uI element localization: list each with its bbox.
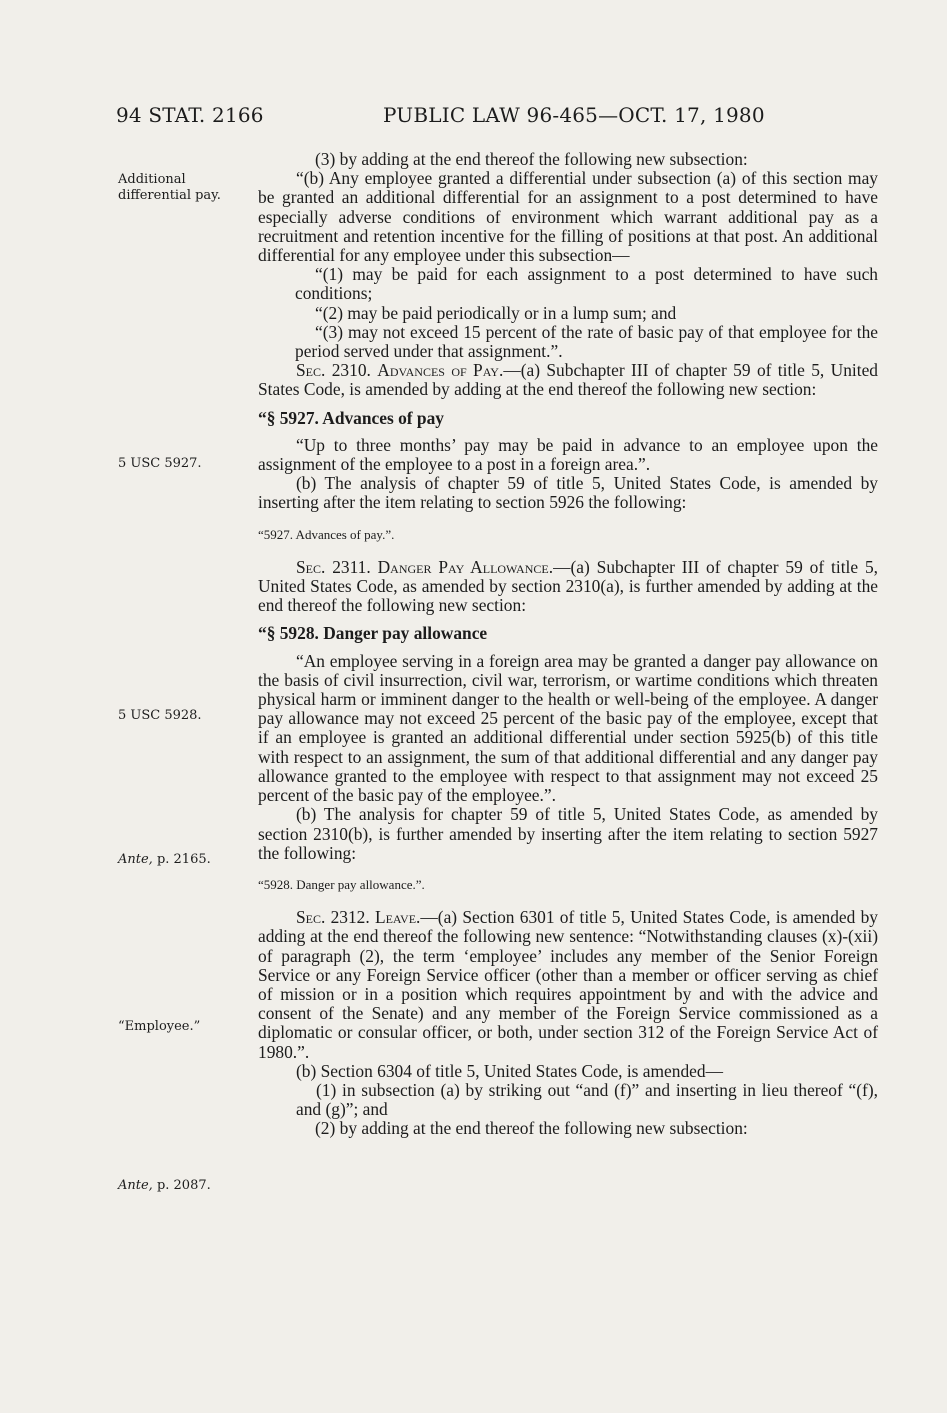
section-2311: Sec. 2311. Danger Pay Allowance.—(a) Subchapter III of chapter 59 of title 5, United States Code, as amended by section 2310(a), is further amended by adding at the end thereof the following new section: (258, 556, 878, 616)
paragraph: “(b) Any employee granted a differential under subsection (a) of this section may be granted an additional differential for an assignment to a post determined to have especially adverse conditions of environment which warrant additional pay as a recruitment and retention incentive for the filling of positions at that post. An additional differential for any employee under this subsection— (258, 168, 878, 266)
margin-note-additional-differential: Additional differential pay. (118, 172, 221, 203)
paragraph: “Up to three months’ pay may be paid in advance to an employee upon the assignment of the employee to a post in a foreign area.”. (258, 434, 878, 475)
paragraph: (3) by adding at the end thereof the following new subsection: (315, 149, 748, 169)
margin-note-5usc5928: 5 USC 5928. (118, 708, 202, 723)
section-heading-5927: “§ 5927. Advances of pay (258, 407, 444, 428)
paragraph: (1) in subsection (a) by striking out “and (f)” and inserting in lieu thereof “(f), and (g)”; and (296, 1079, 878, 1120)
paragraph: (b) Section 6304 of title 5, United States Code, is amended— (296, 1060, 723, 1081)
paragraph: (b) The analysis of chapter 59 of title 5, United States Code, is amended by inserting after the item relating to section 5926 the following: (258, 473, 878, 513)
analysis-item-5927: “5927. Advances of pay.”. (258, 526, 395, 542)
law-title-header: PUBLIC LAW 96-465—OCT. 17, 1980 (383, 103, 765, 127)
paragraph: “An employee serving in a foreign area may be granted a danger pay allowance on the basis of civil insurrection, civil war, terrorism, or wartime conditions which threaten physical harm or imminent danger to the health or well-being of the employee. A danger pay allowance may not exceed 25 percent of the basic pay of the employee, except that if an employee is granted an additional differential under section 5925(b) of this title with respect to an assignment, the sum of that additional differential and any danger pay allowance granted to the employee with respect to that assignment may not exceed 25 percent of the basic pay of the employee.”. (258, 650, 878, 806)
section-2312: Sec. 2312. Leave.—(a) Section 6301 of title 5, United States Code, is amended by adding at the end thereof the following new sentence: “Notwithstanding clauses (x)-(xii) of paragraph (2), the term ‘employee’ includes any member of the Senior Foreign Service or any Foreign Service officer (other than a member or officer serving as chief of mission or in a position which requires appointment by and with the advice and consent of the Senate) and any member of the Foreign Service commissioned as a diplomatic or consular officer, or both, under section 312 of the Foreign Service Act of 1980.”. (258, 907, 878, 1062)
paragraph: “(2) may be paid periodically or in a lump sum; and (315, 302, 677, 323)
document-body (258, 150, 878, 1139)
analysis-item-5928: “5928. Danger pay allowance.”. (258, 876, 425, 892)
margin-note-ante-2165: Ante, p. 2165. (118, 852, 211, 867)
section-heading-5928: “§ 5928. Danger pay allowance (258, 623, 488, 644)
stat-page-number: 94 STAT. 2166 (116, 103, 264, 127)
paragraph: (2) by adding at the end thereof the following new subsection: (315, 1118, 748, 1139)
paragraph: “(1) may be paid for each assignment to a post determined to have such conditions; (295, 264, 878, 304)
margin-note-ante-2087: Ante, p. 2087. (118, 1178, 211, 1193)
section-2310: Sec. 2310. Advances of Pay.—(a) Subchapter III of chapter 59 of title 5, United States Code, is amended by adding at the end thereof the following new section: (258, 360, 878, 400)
margin-note-employee: “Employee.” (118, 1019, 201, 1034)
paragraph: (b) The analysis for chapter 59 of title 5, United States Code, as amended by section 2310(b), is further amended by inserting after the item relating to section 5927 the following: (258, 804, 878, 863)
paragraph: “(3) may not exceed 15 percent of the rate of basic pay of that employee for the period served under that assignment.”. (295, 321, 878, 362)
margin-note-5usc5927: 5 USC 5927. (118, 456, 202, 471)
